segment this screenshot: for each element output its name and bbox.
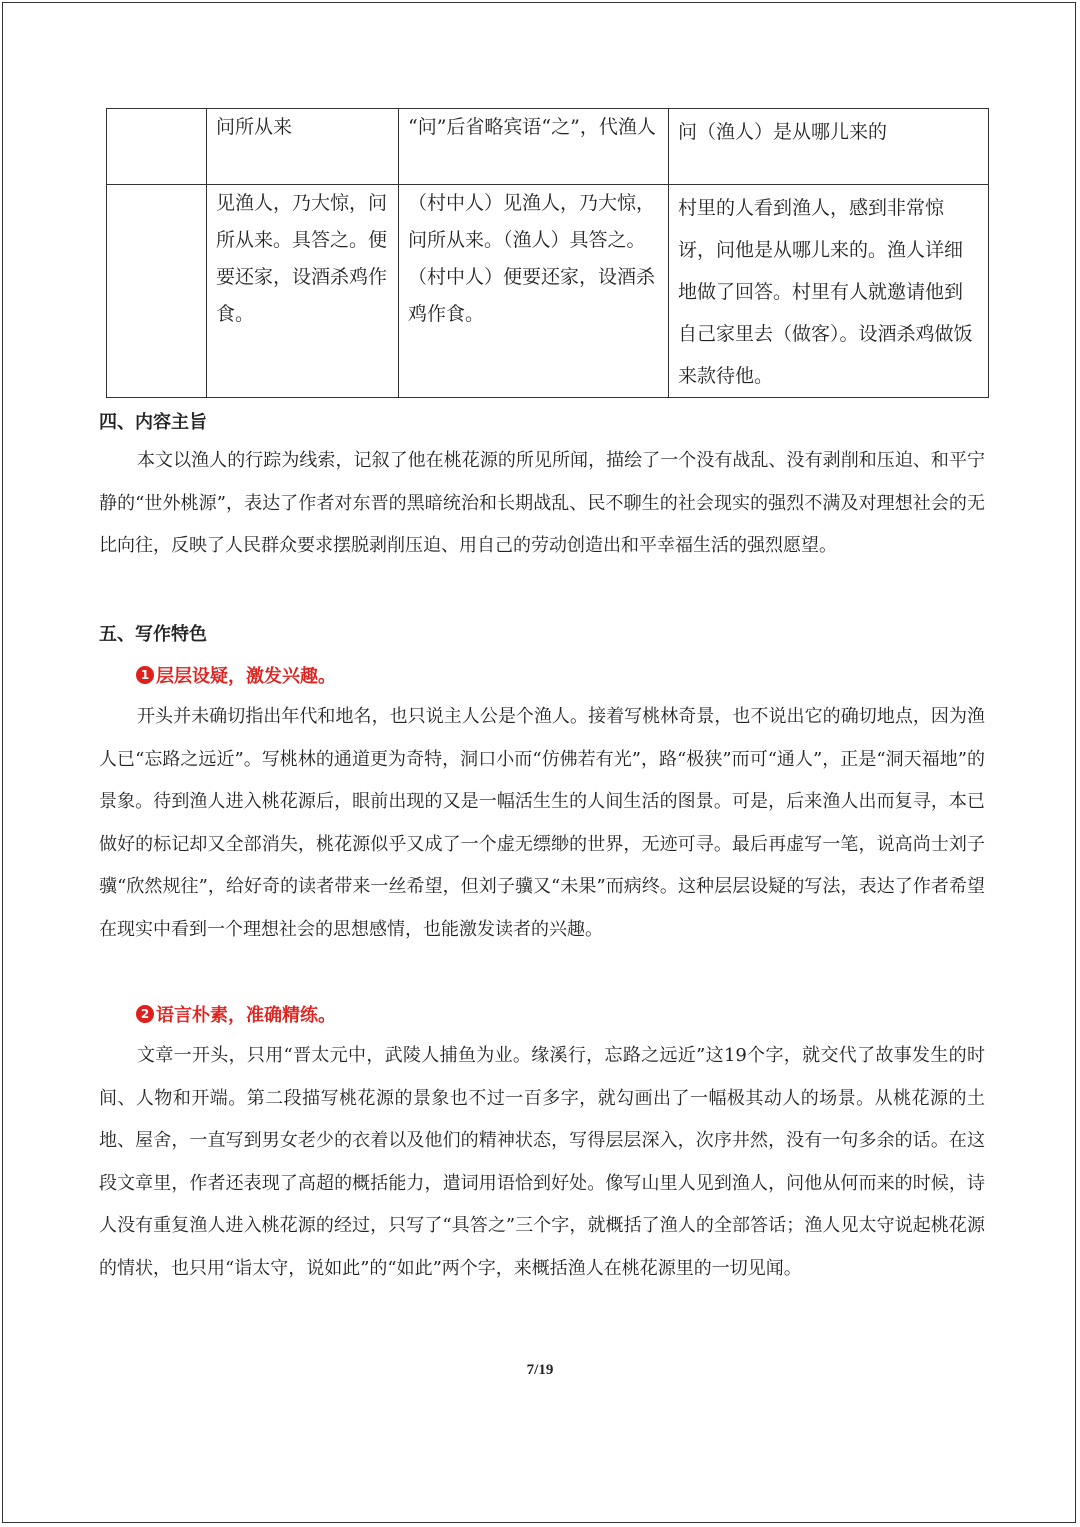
page-number: 7/19: [526, 1362, 554, 1378]
table-cell-blank: [107, 185, 207, 398]
table-cell-annotation: “问”后省略宾语“之”，代渔人: [399, 109, 669, 185]
table-row: [107, 109, 989, 185]
table-cell-original: 见渔人，乃大惊，问所从来。具答之。便要还家，设酒杀鸡作食。: [207, 185, 399, 398]
feature-heading-1: [136, 662, 336, 688]
number-badge-1: 1: [136, 666, 154, 684]
notes-table: [106, 108, 989, 398]
table-cell-translation: 问（渔人）是从哪儿来的: [669, 109, 989, 185]
table-row: [107, 185, 989, 398]
number-badge-2: 2: [136, 1005, 154, 1023]
feature-paragraph-2: 文章一开头，只用“晋太元中，武陵人捕鱼为业。缘溪行，忘路之远近”这19个字，就交代了故事发生的时间、人物和开端。第二段描写桃花源的景象也不过一百多字，就勾画出了一幅极其动人的场景。从桃花源的土地、屋舍，一直写到男女老少的衣着以及他们的精神状态，写得层层深入，次序井然，没有一句多余的话。在这段文章里，作者还表现了高超的概括能力，遣词用语恰到好处。像写山里人见到渔人，问他从何而来的时候，诗人没有重复渔人进入桃花源的经过，只写了“具答之”三个字，就概括了渔人的全部答话；渔人见太守说起桃花源的情状，也只用“诣太守，说如此”的“如此”两个字，来概括渔人在桃花源里的一切见闻。: [99, 1045, 985, 1279]
theme-paragraph: 本文以渔人的行踪为线索，记叙了他在桃花源的所见所闻，描绘了一个没有战乱、没有剥削和压迫、和平宁静的“世外桃源”，表达了作者对东晋的黑暗统治和长期战乱、民不聊生的社会现实的强烈不满及对理想社会的无比向往，反映了人民群众要求摆脱剥削压迫、用自己的劳动创造出和平幸福生活的强烈愿望。: [99, 450, 985, 556]
feature-heading-2: [136, 1001, 336, 1027]
section-title-features: 五、写作特色: [99, 624, 207, 645]
feature-heading-1-text: 层层设疑，激发兴趣。: [156, 666, 336, 687]
table-cell-blank: [107, 109, 207, 185]
table-cell-translation: 村里的人看到渔人，感到非常惊讶，问他是从哪儿来的。渔人详细地做了回答。村里有人就邀请他到自己家里去（做客）。设酒杀鸡做饭来款待他。: [669, 185, 989, 398]
table-cell-original: 问所从来: [207, 109, 399, 185]
feature-paragraph-1: 开头并未确切指出年代和地名，也只说主人公是个渔人。接着写桃林奇景，也不说出它的确切地点，因为渔人已“忘路之远近”。写桃林的通道更为奇特，洞口小而“仿佛若有光”，路“极狭”而可“通人”，正是“洞天福地”的景象。待到渔人进入桃花源后，眼前出现的又是一幅活生生的人间生活的图景。可是，后来渔人出而复寻，本已做好的标记却又全部消失，桃花源似乎又成了一个虚无缥缈的世界，无迹可寻。最后再虚写一笔，说高尚士刘子骥“欣然规往”，给好奇的读者带来一丝希望，但刘子骥又“未果”而病终。这种层层设疑的写法，表达了作者希望在现实中看到一个理想社会的思想感情，也能激发读者的兴趣。: [99, 706, 985, 940]
section-title-theme: 四、内容主旨: [99, 412, 207, 433]
feature-heading-2-text: 语言朴素，准确精练。: [156, 1005, 336, 1026]
table-cell-annotation: （村中人）见渔人，乃大惊，问所从来。（渔人）具答之。（村中人）便要还家，设酒杀鸡作食。: [399, 185, 669, 398]
